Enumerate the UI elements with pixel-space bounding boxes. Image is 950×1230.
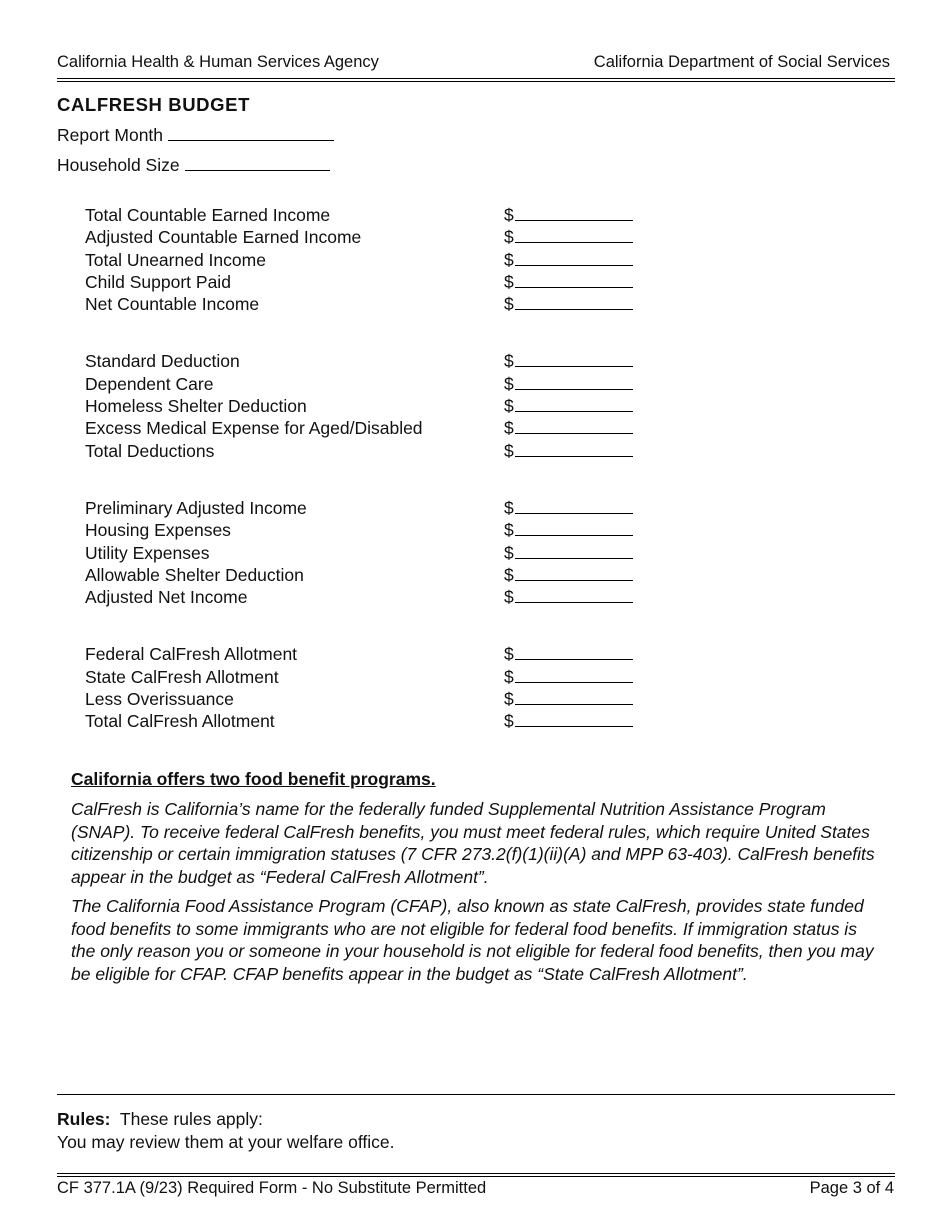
header-divider [57,78,895,82]
amount-blank[interactable] [515,643,633,660]
currency-symbol: $ [504,373,514,394]
currency-symbol: $ [504,497,514,518]
budget-group [85,497,645,608]
currency-symbol: $ [504,711,514,732]
amount-blank[interactable] [515,226,633,243]
budget-row [85,226,645,248]
rules-label: Rules: [57,1109,111,1129]
report-month-blank[interactable] [168,125,334,141]
budget-row-label: Net Countable Income [85,294,260,315]
amount-blank[interactable] [515,373,633,390]
currency-symbol: $ [504,418,514,439]
currency-symbol: $ [504,644,514,665]
budget-amount-field[interactable] [504,519,633,541]
budget-row [85,249,645,271]
budget-row-label: Total Unearned Income [85,249,266,270]
header-department: California Department of Social Services [593,53,890,71]
currency-symbol: $ [504,351,514,372]
budget-group [85,643,645,732]
notice-heading: California offers two food benefit programs. [71,769,436,789]
budget-group [85,204,645,315]
budget-row [85,395,645,417]
budget-row [85,373,645,395]
budget-row-label: Preliminary Adjusted Income [85,497,307,518]
currency-symbol: $ [504,271,514,292]
budget-amount-field[interactable] [504,293,633,315]
currency-symbol: $ [504,520,514,541]
budget-row [85,688,645,710]
budget-amount-field[interactable] [504,497,633,519]
budget-row-label: Less Overissuance [85,689,234,710]
currency-symbol: $ [504,294,514,315]
budget-row-label: Utility Expenses [85,542,210,563]
amount-blank[interactable] [515,586,633,603]
amount-blank[interactable] [515,688,633,705]
budget-row [85,564,645,586]
budget-row-label: State CalFresh Allotment [85,666,279,687]
amount-blank[interactable] [515,395,633,412]
budget-row [85,666,645,688]
household-size-label: Household Size [57,155,180,175]
budget-row [85,586,645,608]
budget-row-label: Total Countable Earned Income [85,205,331,225]
budget-amount-field[interactable] [504,350,633,372]
currency-symbol: $ [504,249,514,270]
amount-blank[interactable] [515,293,633,310]
budget-row-label: Total CalFresh Allotment [85,711,275,732]
page-title: CALFRESH BUDGET [57,94,250,115]
amount-blank[interactable] [515,710,633,727]
budget-row-label: Standard Deduction [85,351,240,372]
currency-symbol: $ [504,542,514,563]
budget-amount-field[interactable] [504,249,633,271]
budget-row [85,497,645,519]
amount-blank[interactable] [515,497,633,514]
budget-amount-field[interactable] [504,688,633,710]
budget-group [85,350,645,461]
budget-row-label: Housing Expenses [85,520,231,541]
amount-blank[interactable] [515,417,633,434]
budget-row [85,643,645,665]
budget-amount-field[interactable] [504,417,633,439]
budget-row-label: Total Deductions [85,440,215,461]
report-month-field[interactable] [57,125,334,146]
budget-row-label: Dependent Care [85,373,214,394]
budget-row-label: Adjusted Countable Earned Income [85,227,362,248]
budget-row [85,710,645,732]
budget-row [85,542,645,564]
currency-symbol: $ [504,564,514,585]
household-size-field[interactable] [57,155,330,176]
budget-row [85,293,645,315]
amount-blank[interactable] [515,271,633,288]
budget-row [85,350,645,372]
rules-section [57,1108,395,1153]
budget-amount-field[interactable] [504,226,633,248]
budget-amount-field[interactable] [504,643,633,665]
report-month-label: Report Month [57,125,164,145]
notice-section [71,768,886,992]
amount-blank[interactable] [515,666,633,683]
budget-amount-field[interactable] [504,271,633,293]
budget-row-label: Allowable Shelter Deduction [85,564,304,585]
amount-blank[interactable] [515,519,633,536]
currency-symbol: $ [504,396,514,417]
notice-paragraph-calfresh: CalFresh is California’s name for the federally funded Supplemental Nutrition Assistance Program (SNAP). To receive federal CalFresh benefits, you must meet federal rules, which require United States citizenship or certain immigration statuses (7 CFR 273.2(f)(1)(ii)(A) and MPP 63-403). CalFresh benefits appear in the budget as “Federal CalFresh Allotment”. [71,799,875,887]
rules-divider [57,1094,895,1095]
budget-row [85,440,645,462]
budget-amount-field[interactable] [504,204,633,226]
footer-divider [57,1173,895,1177]
form-number: CF 377.1A (9/23) Required Form - No Substitute Permitted [57,1179,487,1197]
budget-amount-field[interactable] [504,395,633,417]
budget-table [85,204,645,768]
budget-row-label: Child Support Paid [85,271,231,292]
currency-symbol: $ [504,205,514,225]
budget-row [85,519,645,541]
budget-row-label: Homeless Shelter Deduction [85,396,307,417]
budget-row-label: Adjusted Net Income [85,587,248,608]
budget-row-label: Excess Medical Expense for Aged/Disabled [85,418,423,439]
amount-blank[interactable] [515,564,633,581]
currency-symbol: $ [504,666,514,687]
amount-blank[interactable] [515,204,633,221]
amount-blank[interactable] [515,542,633,559]
budget-row [85,417,645,439]
currency-symbol: $ [504,440,514,461]
budget-amount-field[interactable] [504,564,633,586]
budget-amount-field[interactable] [504,710,633,732]
household-size-blank[interactable] [185,155,330,171]
amount-blank[interactable] [515,440,633,457]
budget-amount-field[interactable] [504,542,633,564]
currency-symbol: $ [504,587,514,608]
page-number: Page 3 of 4 [809,1179,894,1197]
budget-amount-field[interactable] [504,586,633,608]
amount-blank[interactable] [515,249,633,266]
header-agency: California Health & Human Services Agency [57,53,379,71]
rules-text: These rules apply: [119,1109,263,1129]
amount-blank[interactable] [515,350,633,367]
notice-paragraph-cfap: The California Food Assistance Program (CFAP), also known as state CalFresh, provides state funded food benefits to some immigrants who are not eligible for federal food benefits. If immigration status is the only reason you or someone in your household is not eligible for federal food benefits, then you may be eligible for CFAP. CFAP benefits appear in the budget as “State CalFresh Allotment”. [71,896,874,984]
budget-amount-field[interactable] [504,440,633,462]
budget-amount-field[interactable] [504,373,633,395]
currency-symbol: $ [504,227,514,248]
rules-review-text: You may review them at your welfare office. [57,1131,395,1152]
budget-row [85,204,645,226]
budget-row-label: Federal CalFresh Allotment [85,644,298,665]
currency-symbol: $ [504,689,514,710]
budget-amount-field[interactable] [504,666,633,688]
budget-row [85,271,645,293]
